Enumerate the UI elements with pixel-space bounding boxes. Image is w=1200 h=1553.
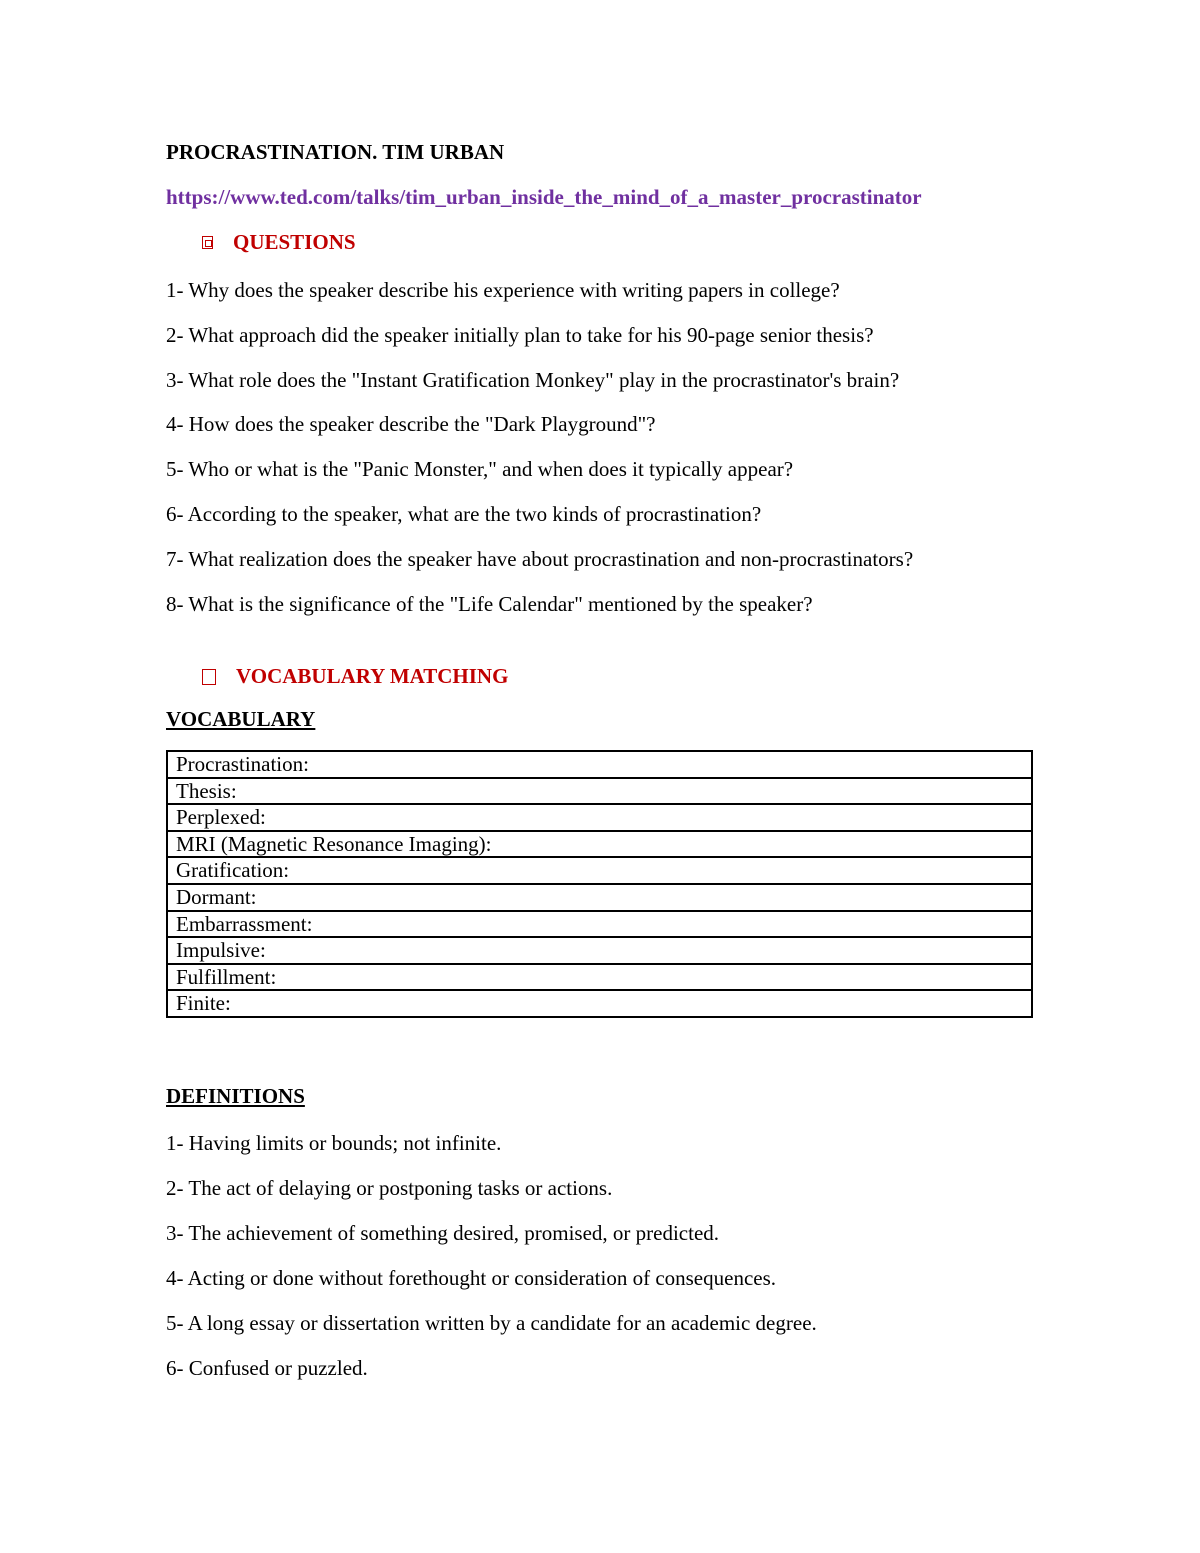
definition-item: 4- Acting or done without forethought or consideration of consequences. <box>166 1266 777 1290</box>
vocabulary-term: Embarrassment: <box>167 911 1032 938</box>
question-item: 8- What is the significance of the "Life Calendar" mentioned by the speaker? <box>166 591 813 616</box>
question-item: 4- How does the speaker describe the "Dark Playground"? <box>166 412 656 437</box>
question-item: 1- Why does the speaker describe his experience with writing papers in college? <box>166 278 840 302</box>
vocabulary-heading: VOCABULARY <box>166 707 316 731</box>
document-title: PROCRASTINATION. TIM URBAN <box>166 140 505 164</box>
question-item: 6- According to the speaker, what are the two kinds of procrastination? <box>166 501 762 526</box>
definition-item: 1- Having limits or bounds; not infinite. <box>166 1131 502 1155</box>
vocabulary-term: Fulfillment: <box>167 964 1032 991</box>
table-row <box>167 937 1032 964</box>
definitions-list <box>166 1129 817 1399</box>
vocabulary-matching-heading-label: VOCABULARY MATCHING <box>236 664 509 688</box>
table-row <box>167 804 1032 831</box>
vocabulary-term: Perplexed: <box>167 804 1032 831</box>
questions-heading <box>202 230 356 255</box>
vocabulary-term: Gratification: <box>167 857 1032 884</box>
definitions-heading: DEFINITIONS <box>166 1084 305 1108</box>
vocabulary-term: Procrastination: <box>167 751 1032 778</box>
table-row <box>167 884 1032 911</box>
table-row <box>167 990 1032 1017</box>
table-row <box>167 778 1032 805</box>
definition-item: 6- Confused or puzzled. <box>166 1356 368 1380</box>
vocabulary-table <box>166 750 1033 1018</box>
table-row <box>167 964 1032 991</box>
question-item: 3- What role does the "Instant Gratification Monkey" play in the procrastinator's brain? <box>166 367 900 392</box>
table-row <box>167 857 1032 884</box>
checkbox-bullet-icon <box>202 236 213 249</box>
definition-item: 5- A long essay or dissertation written by a candidate for an academic degree. <box>166 1311 817 1335</box>
table-row <box>167 911 1032 938</box>
vocabulary-term: Impulsive: <box>167 937 1032 964</box>
vocabulary-term: MRI (Magnetic Resonance Imaging): <box>167 831 1032 858</box>
questions-heading-label: QUESTIONS <box>233 230 356 254</box>
questions-list <box>166 276 913 634</box>
table-row <box>167 831 1032 858</box>
vocabulary-term: Finite: <box>167 990 1032 1017</box>
checkbox-bullet-icon <box>202 669 216 685</box>
ted-talk-link[interactable]: https://www.ted.com/talks/tim_urban_inside_the_mind_of_a_master_procrastinator <box>166 185 922 209</box>
definition-item: 2- The act of delaying or postponing tasks or actions. <box>166 1176 613 1200</box>
vocabulary-term: Thesis: <box>167 778 1032 805</box>
question-item: 7- What realization does the speaker have about procrastination and non-procrastinators? <box>166 546 914 571</box>
question-item: 2- What approach did the speaker initially plan to take for his 90-page senior thesis? <box>166 322 874 347</box>
definition-item: 3- The achievement of something desired, promised, or predicted. <box>166 1221 720 1245</box>
question-item: 5- Who or what is the "Panic Monster," and when does it typically appear? <box>166 457 794 482</box>
table-row <box>167 751 1032 778</box>
vocabulary-term: Dormant: <box>167 884 1032 911</box>
vocabulary-matching-heading <box>202 664 508 689</box>
